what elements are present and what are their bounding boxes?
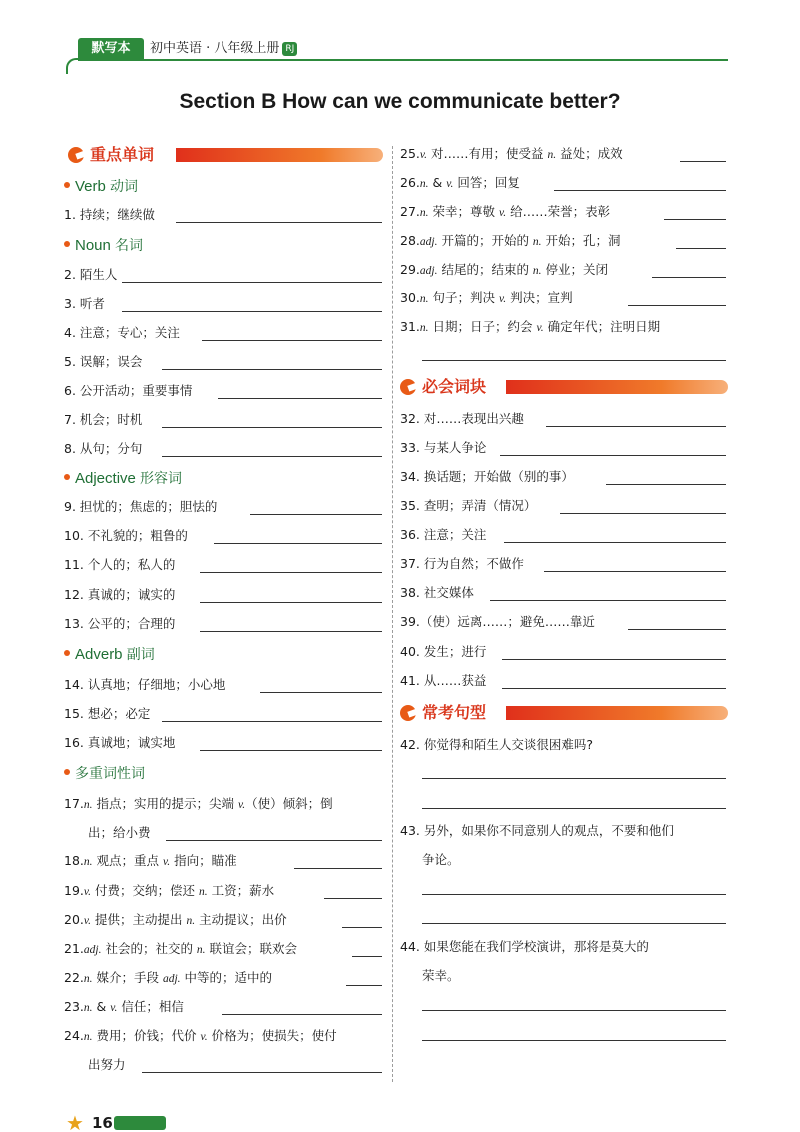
- answer-blank[interactable]: [422, 808, 726, 809]
- answer-blank[interactable]: [346, 985, 382, 986]
- list-item-continuation: 出；给小费: [88, 825, 151, 840]
- answer-blank[interactable]: [142, 1072, 382, 1073]
- header-rule: [78, 59, 728, 61]
- list-item: 22.n. 媒介；手段 adj. 中等的；适中的: [64, 970, 273, 985]
- subhead-adverb: [64, 645, 155, 665]
- list-item: 30.n. 句子；判决 v. 判决；宣判: [400, 290, 573, 305]
- list-item: 20.v. 提供；主动提出 n. 主动提议；出价: [64, 912, 287, 927]
- page-header: [66, 38, 728, 64]
- list-item: 38. 社交媒体: [400, 585, 474, 600]
- sentence-item: 44. 如果您能在我们学校演讲，那将是莫大的: [400, 939, 649, 954]
- answer-blank[interactable]: [544, 571, 726, 572]
- list-item: 35. 查明；弄清（情况）: [400, 498, 537, 513]
- page-number: 16: [92, 1114, 113, 1132]
- list-item: 41. 从……获益: [400, 673, 487, 688]
- list-item: 19.v. 付费；交纳；偿还 n. 工资；薪水: [64, 883, 275, 898]
- list-item: 36. 注意；关注: [400, 527, 487, 542]
- answer-blank[interactable]: [422, 360, 726, 361]
- list-item: 6. 公开活动；重要事情: [64, 383, 193, 398]
- list-item: 37. 行为自然；不做作: [400, 556, 524, 571]
- list-item: 4. 注意；专心；关注: [64, 325, 180, 340]
- list-item: 18.n. 观点；重点 v. 指向；瞄准: [64, 853, 237, 868]
- answer-blank[interactable]: [324, 898, 382, 899]
- answer-blank[interactable]: [502, 659, 726, 660]
- answer-blank[interactable]: [200, 572, 382, 573]
- list-item: 9. 担忧的；焦虑的；胆怯的: [64, 499, 218, 514]
- answer-blank[interactable]: [200, 750, 382, 751]
- list-item: 10. 不礼貌的；粗鲁的: [64, 528, 188, 543]
- bullet-dot: [64, 474, 70, 480]
- list-item: 34. 换话题；开始做（别的事）: [400, 469, 574, 484]
- bullet-dot: [64, 182, 70, 188]
- list-item: 7. 机会；时机: [64, 412, 143, 427]
- answer-blank[interactable]: [546, 426, 726, 427]
- answer-blank[interactable]: [202, 340, 382, 341]
- list-item: 12. 真诚的；诚实的: [64, 587, 176, 602]
- answer-blank[interactable]: [606, 484, 726, 485]
- subhead-multi: [64, 764, 145, 784]
- list-item: 11. 个人的；私人的: [64, 557, 176, 572]
- answer-blank[interactable]: [554, 190, 726, 191]
- answer-blank[interactable]: [222, 1014, 382, 1015]
- pacman-icon: [400, 705, 416, 721]
- phrases-banner: [400, 376, 728, 398]
- subhead-verb-zh: 动词: [110, 179, 139, 195]
- list-item-continuation: 出努力: [88, 1057, 126, 1072]
- phrases-heading: 必会词块: [422, 377, 487, 396]
- answer-blank[interactable]: [628, 629, 726, 630]
- sentences-banner: [400, 702, 728, 724]
- answer-blank[interactable]: [676, 248, 726, 249]
- answer-blank[interactable]: [560, 513, 726, 514]
- subhead-adjective: [64, 469, 182, 489]
- answer-blank[interactable]: [664, 219, 726, 220]
- header-title: [150, 40, 297, 58]
- list-item: 27.n. 荣幸；尊敬 v. 给……荣誉；表彰: [400, 204, 611, 219]
- answer-blank[interactable]: [162, 427, 382, 428]
- subhead-adv-en: Adverb: [75, 646, 123, 663]
- page-footer: [66, 1112, 186, 1132]
- subhead-adj-zh: 形容词: [140, 471, 183, 487]
- list-item: 33. 与某人争论: [400, 440, 487, 455]
- pacman-icon: [400, 379, 416, 395]
- bullet-dot: [64, 769, 70, 775]
- answer-blank[interactable]: [422, 778, 726, 779]
- answer-blank[interactable]: [500, 455, 726, 456]
- list-item: 5. 误解；误会: [64, 354, 143, 369]
- list-item: 31.n. 日期；日子；约会 v. 确定年代；注明日期: [400, 319, 661, 334]
- list-item: 21.adj. 社会的；社交的 n. 联谊会；联欢会: [64, 941, 298, 956]
- list-item: 16. 真诚地；诚实地: [64, 735, 176, 750]
- answer-blank[interactable]: [652, 277, 726, 278]
- answer-blank[interactable]: [422, 1040, 726, 1041]
- answer-blank[interactable]: [422, 1010, 726, 1011]
- subhead-verb: [64, 177, 138, 197]
- list-item: 15. 想必；必定: [64, 706, 151, 721]
- list-item: 26.n. & v. 回答；回复: [400, 175, 520, 190]
- answer-blank[interactable]: [166, 840, 382, 841]
- answer-blank[interactable]: [162, 369, 382, 370]
- answer-blank[interactable]: [122, 282, 382, 283]
- answer-blank[interactable]: [294, 868, 382, 869]
- answer-blank[interactable]: [200, 631, 382, 632]
- list-item: 28.adj. 开篇的；开始的 n. 开始；孔；洞: [400, 233, 621, 248]
- bullet-dot: [64, 650, 70, 656]
- list-item: 23.n. & v. 信任；相信: [64, 999, 184, 1014]
- list-item: 39.（使）远离……；避免……靠近: [400, 614, 595, 629]
- list-item: 1. 持续；继续做: [64, 207, 155, 222]
- subhead-adv-zh: 副词: [126, 647, 155, 663]
- list-item: 40. 发生；进行: [400, 644, 487, 659]
- list-item: 3. 听者: [64, 296, 105, 311]
- subhead-noun: [64, 236, 143, 256]
- answer-blank[interactable]: [680, 161, 726, 162]
- answer-blank[interactable]: [352, 956, 382, 957]
- list-item: 8. 从句；分句: [64, 441, 143, 456]
- header-badge: 默写本: [78, 38, 144, 60]
- vocab-banner-bar: [176, 148, 383, 162]
- header-curl: [66, 58, 80, 74]
- subhead-noun-en: Noun: [75, 237, 111, 254]
- list-item: 25.v. 对……有用；使受益 n. 益处；成效: [400, 146, 623, 161]
- list-item: 13. 公平的；合理的: [64, 616, 176, 631]
- star-icon: ★: [66, 1111, 84, 1132]
- answer-blank[interactable]: [162, 456, 382, 457]
- answer-blank[interactable]: [200, 602, 382, 603]
- column-divider: [392, 146, 393, 1082]
- answer-blank[interactable]: [422, 923, 726, 924]
- answer-blank[interactable]: [260, 692, 382, 693]
- vocab-heading: 重点单词: [90, 145, 155, 164]
- answer-blank[interactable]: [122, 311, 382, 312]
- answer-blank[interactable]: [342, 927, 382, 928]
- answer-blank[interactable]: [176, 222, 382, 223]
- vocab-banner: [68, 144, 383, 166]
- list-item: 14. 认真地；仔细地；小心地: [64, 677, 226, 692]
- list-item: 32. 对……表现出兴趣: [400, 411, 524, 426]
- sentence-item-continuation: 荣幸。: [422, 968, 460, 983]
- answer-blank[interactable]: [422, 894, 726, 895]
- sentence-item: 42. 你觉得和陌生人交谈很困难吗?: [400, 737, 593, 752]
- subhead-multi-text: 多重词性词: [75, 766, 145, 782]
- list-item: 24.n. 费用；价钱；代价 v. 价格为；使损失；使付: [64, 1028, 337, 1043]
- list-item: 2. 陌生人: [64, 267, 118, 282]
- footer-logo: [114, 1116, 166, 1130]
- pacman-icon: [68, 147, 84, 163]
- sentences-banner-bar: [506, 706, 728, 720]
- answer-blank[interactable]: [504, 542, 726, 543]
- sentences-heading: 常考句型: [422, 703, 487, 722]
- answer-blank[interactable]: [218, 398, 382, 399]
- answer-blank[interactable]: [502, 688, 726, 689]
- header-title-text: 初中英语 · 八年级上册: [150, 41, 280, 56]
- phrases-banner-bar: [506, 380, 728, 394]
- answer-blank[interactable]: [628, 305, 726, 306]
- bullet-dot: [64, 241, 70, 247]
- answer-blank[interactable]: [250, 514, 382, 515]
- list-item: 17.n. 指点；实用的提示；尖端 v.（使）倾斜；倒: [64, 796, 333, 811]
- answer-blank[interactable]: [162, 721, 382, 722]
- subhead-noun-zh: 名词: [115, 238, 144, 254]
- sentence-item: 43. 另外，如果你不同意别人的观点，不要和他们: [400, 823, 674, 838]
- header-edition-tag: RJ: [282, 42, 297, 56]
- page-title: Section B How can we communicate better?: [179, 90, 621, 113]
- answer-blank[interactable]: [214, 543, 382, 544]
- subhead-adj-en: Adjective: [75, 470, 136, 487]
- answer-blank[interactable]: [490, 600, 726, 601]
- subhead-verb-en: Verb: [75, 178, 106, 195]
- list-item: 29.adj. 结尾的；结束的 n. 停业；关闭: [400, 262, 609, 277]
- sentence-item-continuation: 争论。: [422, 852, 460, 867]
